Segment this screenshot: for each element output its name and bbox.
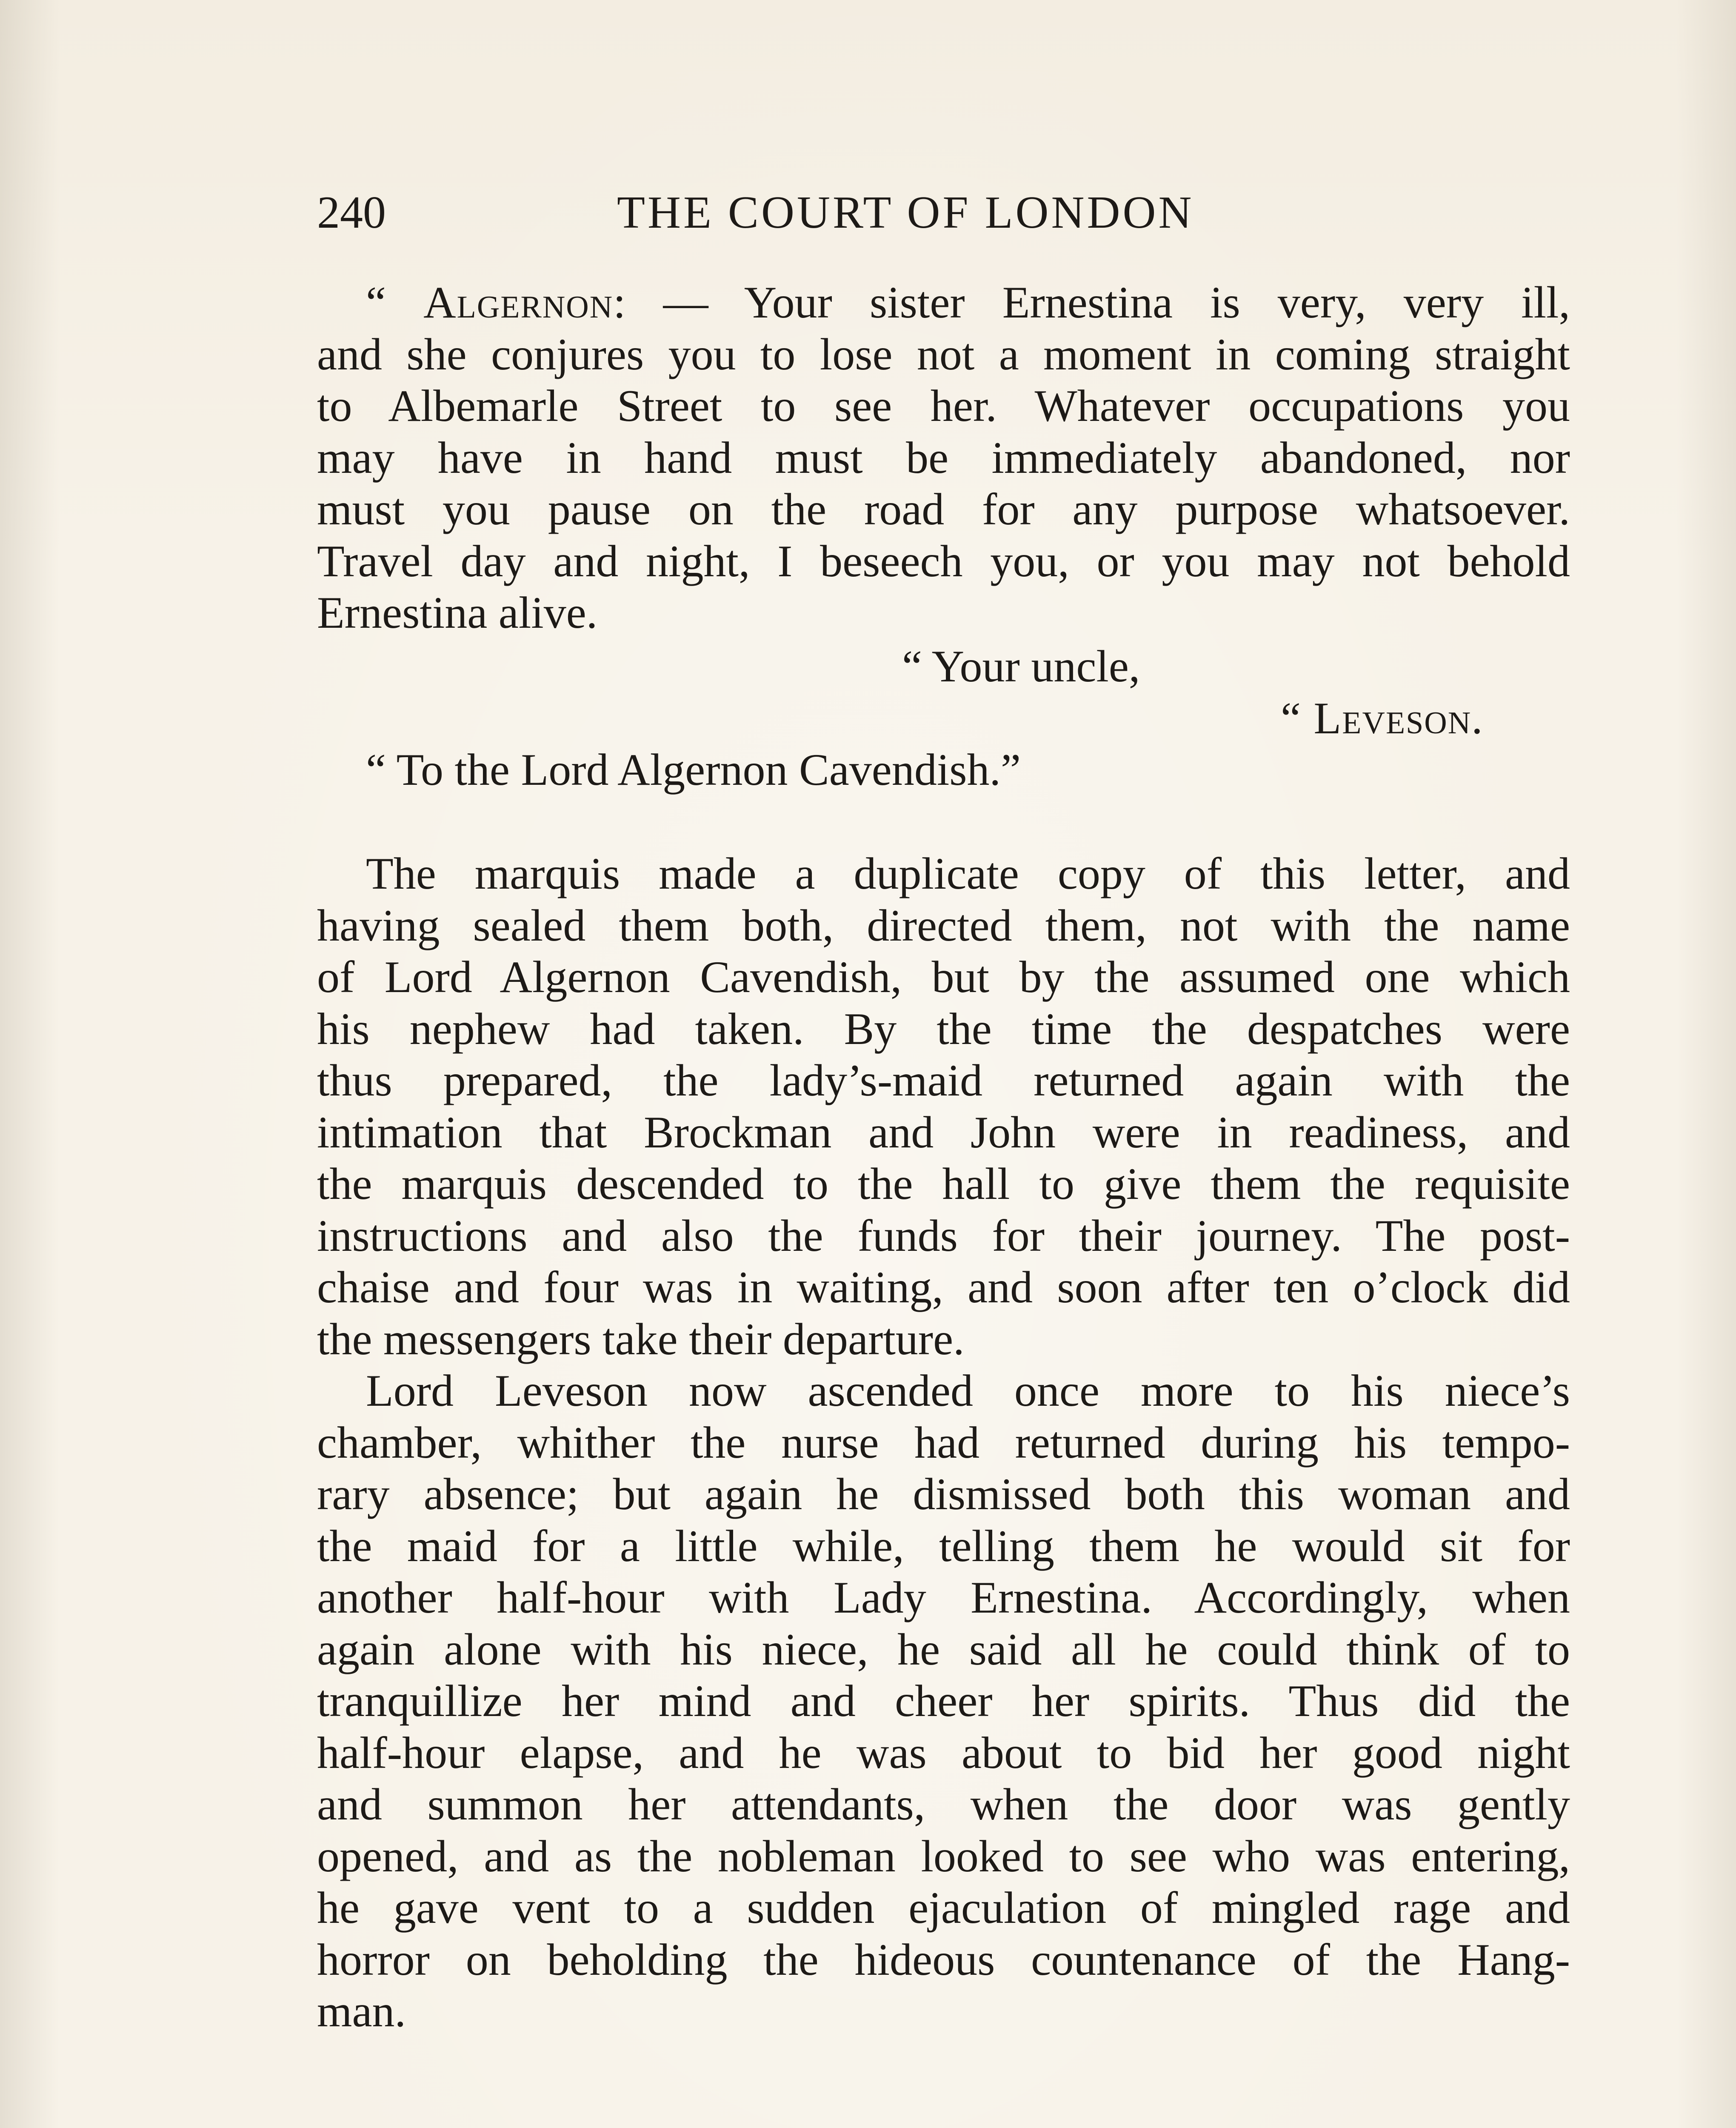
- letter-addressee: “ To the Lord Algernon Cavendish.”: [366, 745, 1021, 795]
- paragraph-line: of Lord Algernon Cavendish, but by the assumed one which: [317, 952, 1570, 1002]
- letter-salutation: “ Algernon: —: [366, 277, 744, 327]
- letter-closing: “ Your uncle,: [902, 641, 1140, 691]
- paragraph-line: The marquis made a duplicate copy of this letter, and: [366, 849, 1570, 898]
- letter-text: [317, 277, 1570, 639]
- paragraph-line: chamber, whither the nurse had returned during his tempo-: [317, 1417, 1570, 1467]
- paragraph-line: the maid for a little while, telling them he would sit for: [317, 1521, 1570, 1571]
- paragraph-line: the marquis descended to the hall to give them the requisite: [317, 1159, 1570, 1209]
- paragraph-line: chaise and four was in waiting, and soon after ten o’clock did: [317, 1262, 1570, 1312]
- running-title: THE COURT OF LONDON: [617, 187, 1194, 238]
- paragraph-line: tranquillize her mind and cheer her spirits. Thus did the: [317, 1676, 1570, 1726]
- letter-line: must you pause on the road for any purpose whatsoever.: [317, 484, 1570, 534]
- paragraph-line: instructions and also the funds for their journey. The post-: [317, 1210, 1570, 1261]
- letter-line: to Albemarle Street to see her. Whatever occupations you: [317, 381, 1570, 431]
- page-header: [317, 183, 1279, 243]
- paragraph-line: another half-hour with Lady Ernestina. Accordingly, when: [317, 1573, 1570, 1622]
- paragraph-line: intimation that Brockman and John were in readiness, and: [317, 1107, 1570, 1157]
- letter-line: may have in hand must be immediately abandoned, nor: [317, 432, 1570, 483]
- letter-line: and she conjures you to lose not a moment in coming straight: [317, 329, 1570, 379]
- paragraph-line: rary absence; but again he dismissed both this woman and: [317, 1469, 1570, 1519]
- page-edge-shadow-right: [1676, 0, 1736, 2128]
- paragraph-line: he gave vent to a sudden ejaculation of mingled rage and: [317, 1883, 1570, 1933]
- letter-line-1-rest: Your sister Ernestina is very, very ill,: [744, 277, 1570, 327]
- paragraph-line: the messengers take their departure.: [317, 1314, 965, 1364]
- paragraph-2: [317, 1365, 1570, 2037]
- paragraph-line: and summon her attendants, when the door was gently: [317, 1779, 1570, 1829]
- paragraph-line: horror on beholding the hideous countenance of the Hang-: [317, 1934, 1570, 1985]
- salutation-name: Algernon: [423, 277, 614, 327]
- letter-line: [317, 277, 1570, 329]
- letter-line: Ernestina alive.: [317, 588, 598, 638]
- paragraph-line: opened, and as the nobleman looked to see who was entering,: [317, 1831, 1570, 1881]
- paragraph-1: [317, 848, 1570, 1365]
- paragraph-line: half-hour elapse, and he was about to bid her good night: [317, 1728, 1570, 1778]
- paragraph-line: having sealed them both, directed them, not with the name: [317, 900, 1570, 950]
- paragraph-line: thus prepared, the lady’s-maid returned again with the: [317, 1055, 1570, 1105]
- paragraph-line: his nephew had taken. By the time the despatches were: [317, 1004, 1570, 1054]
- page-edge-shadow-left: [0, 0, 60, 2128]
- paragraph-line: again alone with his niece, he said all he could think of to: [317, 1624, 1570, 1674]
- paragraph-line: man.: [317, 1986, 406, 2036]
- letter-signature: “ Leveson.: [1281, 693, 1484, 743]
- body-text: [317, 848, 1570, 2037]
- page-number: 240: [317, 187, 386, 238]
- letter-line: Travel day and night, I beseech you, or you may not behold: [317, 536, 1570, 586]
- paragraph-line: Lord Leveson now ascended once more to his niece’s: [366, 1366, 1570, 1416]
